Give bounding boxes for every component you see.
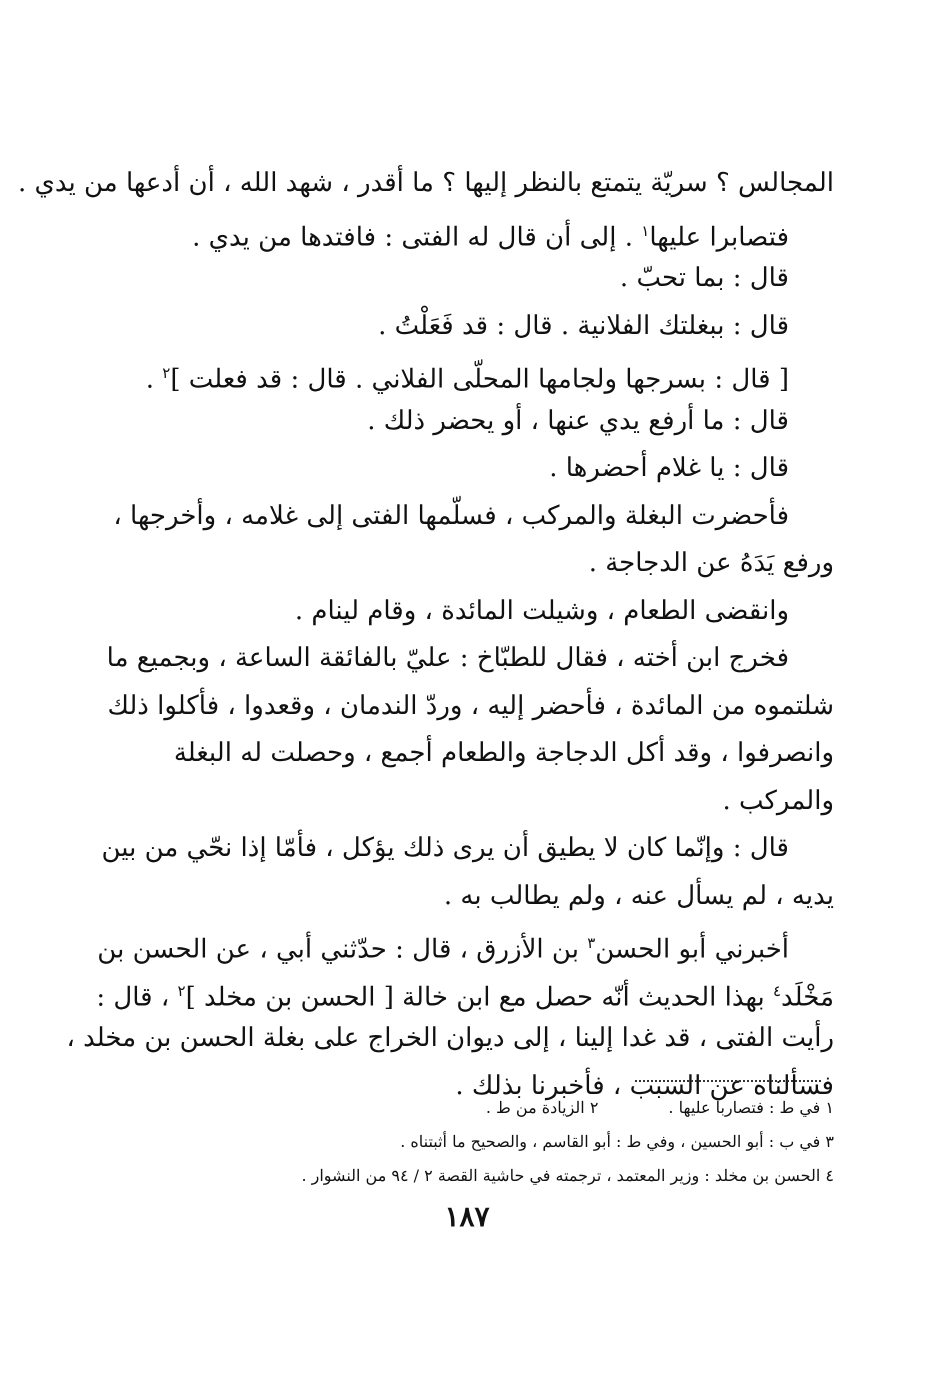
footnote: ١ في ط : فتصاربا عليها . [668,1098,834,1117]
text-line: وانصرفوا ، وقد أكل الدجاجة والطعام أجمع ، وحصلت له البغلة [173,738,834,768]
text-line: أخبرني أبو الحسن$^٣$ بن الأزرق ، قال : حدّثني أبي ، عن الحسن بن [97,934,789,965]
footnote-marker: ١ [641,221,650,240]
text-line: ورفع يَدَهُ عن الدجاجة . [588,548,834,578]
footnote-divider [635,1080,821,1082]
footnote: ٣ في ب : أبو الحسين ، وفي ط : أبو القاسم ، والصحيح ما أثبتناه . [400,1132,834,1151]
footnote-marker: ٤ [772,981,782,1000]
text-line: فخرج ابن أخته ، فقال للطبّاخ : عليّ بالفائقة الساعة ، وبجميع ما [106,643,789,673]
text-line: يديه ، لم يسأل عنه ، ولم يطالب به . [443,880,834,911]
text-line: وانقضى الطعام ، وشيلت المائدة ، وقام لينام . [294,595,789,626]
text-line: مَخْلَد$^٤$ بهذا الحديث أنّه حصل مع ابن خالة [ الحسن بن مخلد ]$^٢$ ، قال : [96,981,834,1013]
footnote-marker: ٣ [587,934,596,952]
text-line: المجالس ؟ سريّة يتمتع بالنظر إليها ؟ ما أقدر ، شهد الله ، أن أدعها من يدي . [17,168,834,198]
page-number: ١٨٧ [444,1200,490,1233]
text-line: والمركب . [722,785,834,816]
body-text [17,160,834,1110]
footnote-marker: ٢ [177,981,186,1000]
footnote: ٤ الحسن بن مخلد : وزير المعتمد ، ترجمته في حاشية القصة ٢ / ٩٤ من النشوار . [301,1166,834,1185]
text-line: رأيت الفتى ، قد غدا إلينا ، إلى ديوان الخراج على بغلة الحسن بن مخلد ، [66,1023,834,1053]
text-line: قال : ببغلتك الفلانية . قال : قد فَعَلْتُ . [378,310,789,341]
text-line: قال : ما أرفع يدي عنها ، أو يحضر ذلك . [367,405,789,436]
text-line: قال : وإنّما كان لا يطيق أن يرى ذلك يؤكل ، فأمّا إذا نحّي من بين [101,833,789,863]
text-line: قال : بما تحبّ . [619,263,789,293]
footnote-row [486,1098,834,1117]
text-line: [ قال : بسرجها ولجامها المحلّى الفلاني . قال : قد فعلت ]$^٢$ . [145,364,789,395]
text-line: قال : يا غلام أحضرها . [549,453,789,483]
text-line: فسألناه عن السبب ، فأخبرنا بذلك . [455,1070,834,1101]
text-line: فتصابرا عليها$^١$ . إلى أن قال له الفتى : فافتدها من يدي . [192,221,789,253]
text-line: فأحضرت البغلة والمركب ، فسلّمها الفتى إلى غلامه ، وأخرجها ، [113,500,789,531]
footnote-marker: ٢ [162,364,171,382]
footnote: ٢ الزيادة من ط . [485,1098,599,1117]
text-line: شلتموه من المائدة ، فأحضر إليه ، وردّ الندمان ، وقعدوا ، فأكلوا ذلك [107,690,834,721]
